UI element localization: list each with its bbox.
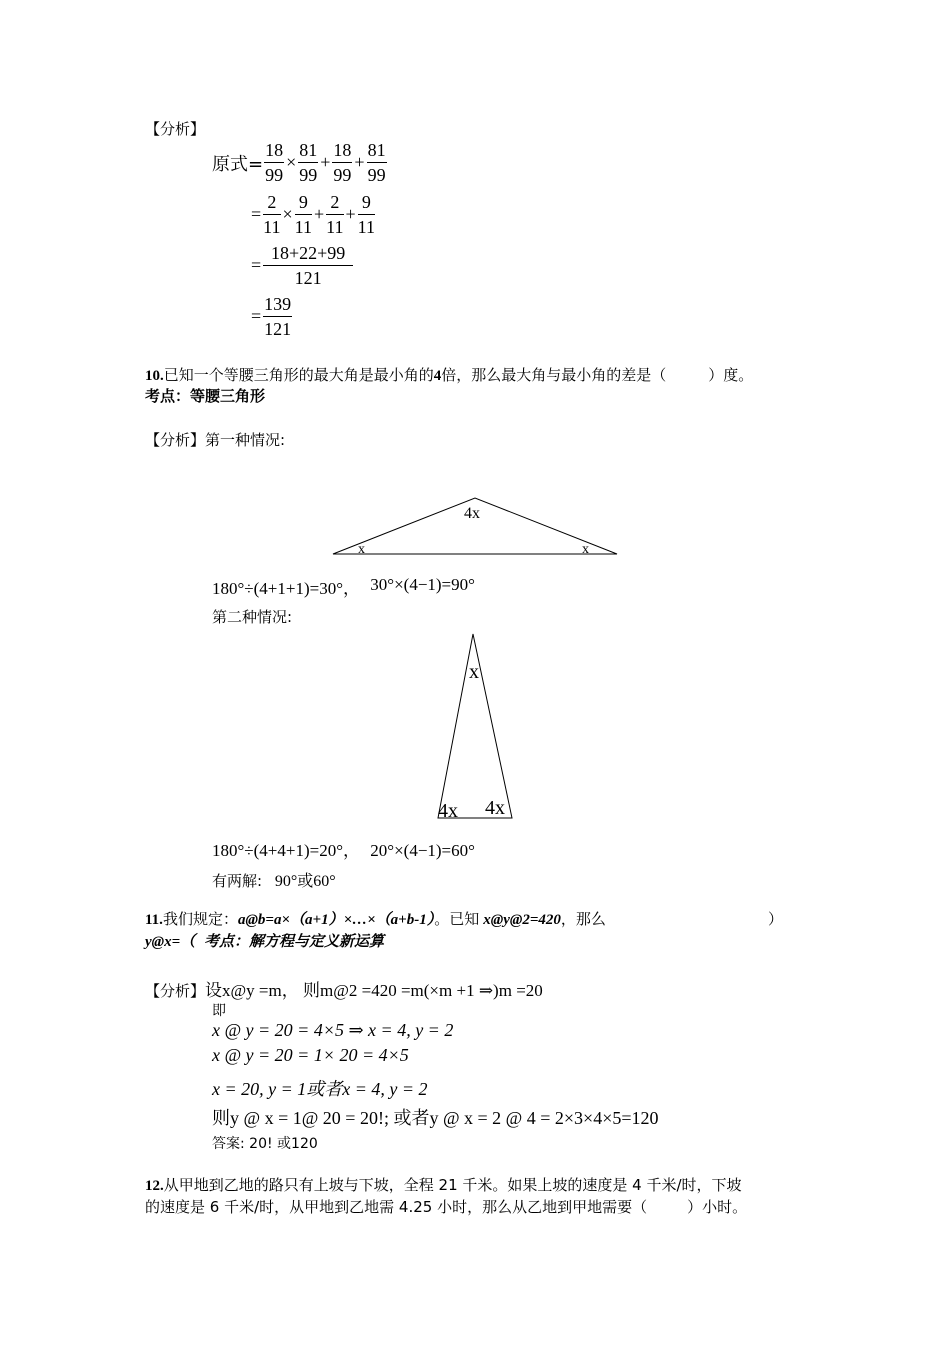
q9-line1-prefix: 原式= — [212, 153, 264, 175]
tri1-right-label: x — [582, 542, 589, 557]
tri2-top-label: x — [469, 661, 479, 683]
tri1-left-label: x — [358, 542, 365, 557]
fraction: $\frac{9}{11}$ — [294, 192, 312, 237]
q10-question: 10.已知一个等腰三角形的最大角是最小角的4倍，那么最大角与最小角的差是（ ）度。 — [145, 366, 754, 384]
fraction: $\frac{81}{99}$ — [299, 140, 318, 185]
q11-line1: x @ y = 20 = 4×5 ⇒ x = 4, y = 2 — [212, 1020, 454, 1040]
fraction: $\frac{18}{99}$ — [265, 140, 284, 185]
q11-line2: x @ y = 20 = 1× 20 = 4×5 — [212, 1045, 409, 1065]
fraction: $\frac{9}{11}$ — [357, 192, 375, 237]
q9-line2: = $\frac{2}{11}$ × $\frac{9}{11}$ + $\frac{2}{11}$ + $\frac{9}{11}$ — [251, 192, 375, 237]
triangle-diagram-2 — [432, 630, 518, 822]
q9-line1: 原式= $\frac{18}{99}$ × $\frac{81}{99}$ + $\frac{18}{99}$ + $\frac{81}{99}$ — [212, 140, 386, 185]
analysis-label-q9: 【分析】 — [145, 120, 206, 138]
q12-question-line2: 的速度是 6 千米/时，从甲地到乙地需 4.25 小时，那么从乙地到甲地需要（ ）小时。 — [145, 1198, 748, 1216]
q10-eq2: 180°÷(4+4+1)=20°， 20°×(4−1)=60° — [212, 841, 475, 861]
q11-analysis: 【分析】设x@y =m， 则m@2 =420 =m(×m +1 ⇒)m =20 — [145, 981, 543, 1000]
q11-question-line2: y@x=（ 考点：解方程与定义新运算 — [145, 932, 384, 950]
q10-two-solutions: 有两解: 90°或60° — [212, 872, 336, 890]
fraction: $\frac{81}{99}$ — [367, 140, 386, 185]
q10-analysis: 【分析】第一种情况: — [145, 431, 286, 449]
q10-eq1: 180°÷(4+1+1)=30°， 30°×(4−1)=90° — [212, 575, 475, 599]
fraction: $\frac{18}{99}$ — [333, 140, 352, 185]
fraction: $\frac{139}{121}$ — [264, 294, 292, 339]
q10-case2: 第二种情况: — [212, 608, 293, 626]
q11-question-line1: 11.我们规定：a@b=a×（a+1）×…×（a+b-1）。已知 x@y@2=420，那么 — [145, 910, 606, 928]
q11-line3: x = 20, y = 1或者x = 4, y = 2 — [212, 1079, 428, 1099]
fraction: $\frac{18+22+99}{121}$ — [263, 243, 353, 288]
tri1-top-label: 4x — [464, 505, 480, 522]
fraction: $\frac{2}{11}$ — [263, 192, 281, 237]
tri2-right-label: 4x — [485, 797, 505, 819]
q9-line4: = $\frac{139}{121}$ — [251, 294, 292, 339]
q11-line4: 则y @ x = 1@ 20 = 20!; 或者y @ x = 2 @ 4 = 2×3×4×5=120 — [212, 1108, 659, 1128]
tri2-left-label: 4x — [438, 800, 458, 822]
q11-close-paren: ） — [768, 910, 784, 928]
q9-line3: = $\frac{18+22+99}{121}$ — [250, 243, 354, 288]
q11-answer: 答案: 20! 或120 — [212, 1136, 318, 1152]
q11-ji: 即 — [212, 1003, 226, 1019]
q12-question-line1: 12.从甲地到乙地的路只有上坡与下坡，全程 21 千米。如果上坡的速度是 4 千米/时，下坡 — [145, 1176, 742, 1194]
fraction: $\frac{2}{11}$ — [326, 192, 344, 237]
triangle-diagram-1 — [330, 494, 620, 558]
q10-kaodian: 考点：等腰三角形 — [145, 387, 266, 405]
